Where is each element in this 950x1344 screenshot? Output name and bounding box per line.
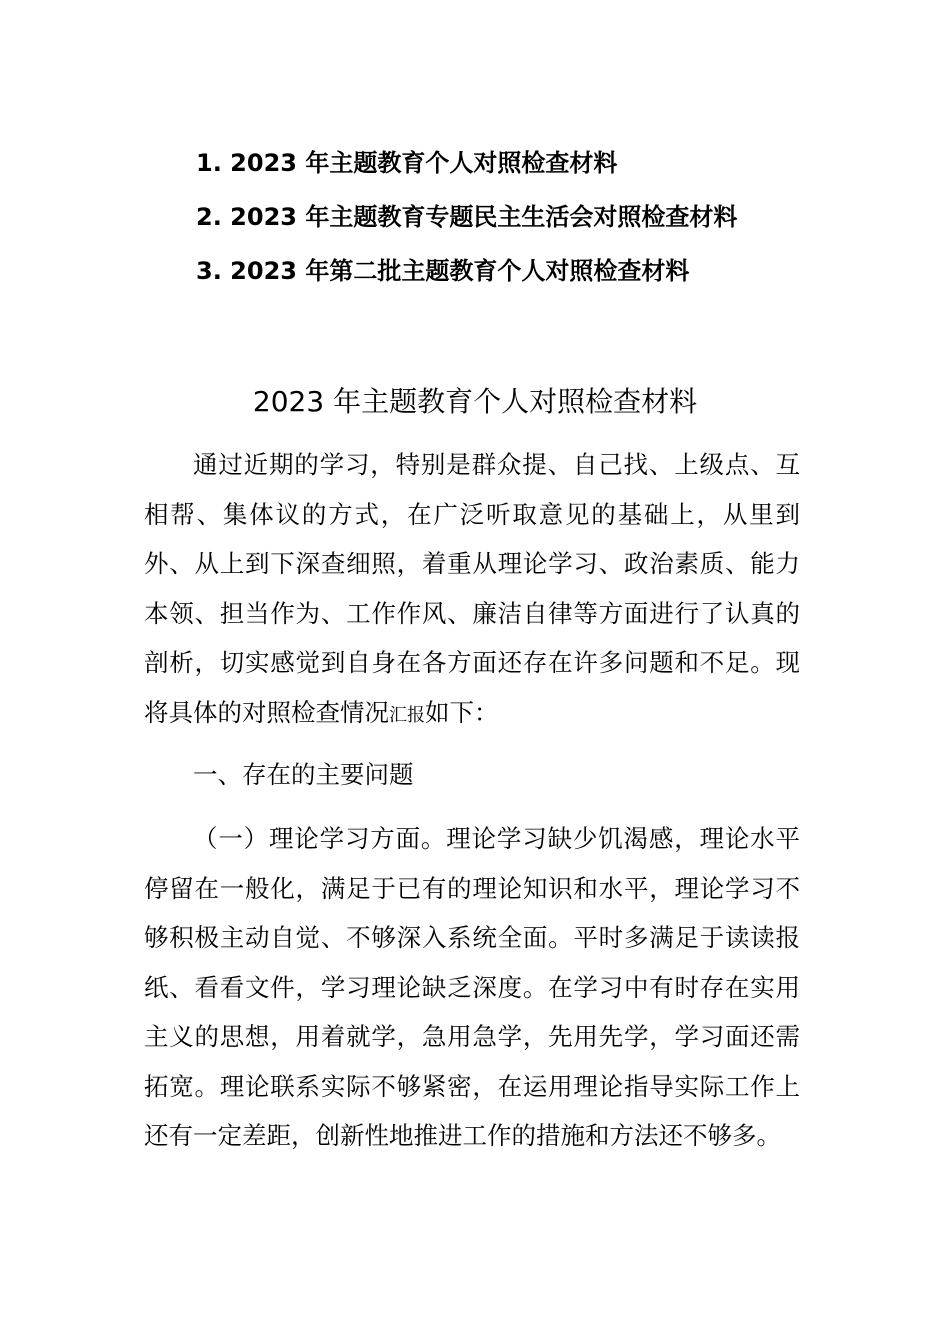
toc-item: 3. 2023 年第二批主题教育个人对照检查材料 [196, 257, 690, 285]
intro-paragraph [144, 440, 800, 740]
table-of-contents [196, 136, 836, 298]
intro-text-end: 如下： [425, 697, 499, 727]
toc-item: 1. 2023 年主题教育个人对照检查材料 [196, 149, 618, 177]
intro-text: 通过近期的学习，特别是群众提、自己找、上级点、互相帮、集体议的方式，在广泛听取意见的基础上，从里到外、从上到下深查细照，着重从理论学习、政治素质、能力本领、担当作为、工作作风、廉洁自律等方面进行了认真的剖析，切实感觉到自身在各方面还存在许多问题和不足。现将具体的对照检查情况 [144, 450, 800, 727]
section-heading: 一、存在的主要问题 [193, 760, 414, 789]
document-title: 2023 年主题教育个人对照检查材料 [252, 385, 698, 418]
theory-study-paragraph: （一）理论学习方面。理论学习缺少饥渴感，理论水平停留在一般化，满足于已有的理论知识和水平，理论学习不够积极主动自觉、不够深入系统全面。平时多满足于读读报纸、看看文件，学习理论缺乏深度。在学习中有时存在实用主义的思想，用着就学，急用急学，先用先学，学习面还需拓宽。理论联系实际不够紧密，在运用理论指导实际工作上还有一定差距，创新性地推进工作的措施和方法还不够多。 [144, 824, 800, 1150]
intro-small-text: 汇报 [389, 704, 425, 726]
toc-item: 2. 2023 年主题教育专题民主生活会对照检查材料 [196, 203, 738, 231]
